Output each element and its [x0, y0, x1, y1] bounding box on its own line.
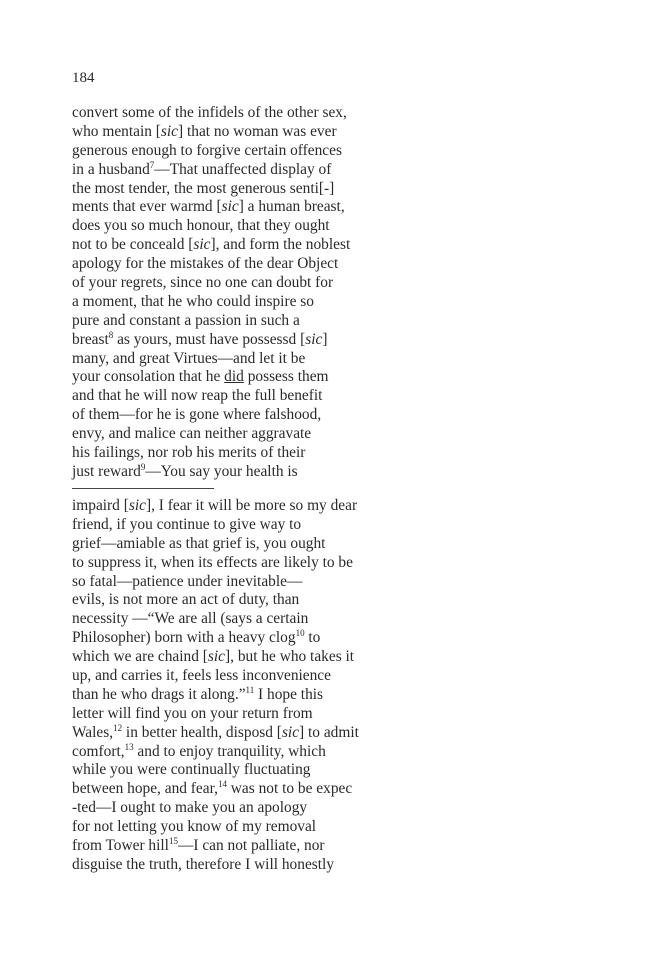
text-line [72, 293, 592, 312]
letter-text-lower [72, 497, 592, 875]
text-run: who mentain [ [72, 122, 161, 140]
text-line [72, 198, 592, 217]
text-run: possess them [243, 368, 329, 386]
editorial-sic: sic [207, 648, 225, 666]
text-run: for not letting you know of my removal [72, 818, 317, 836]
text-run: than he who drags it along.” [72, 685, 246, 703]
text-line [72, 217, 592, 236]
footnote-marker: 8 [108, 329, 114, 340]
editorial-sic: sic [128, 497, 146, 514]
editorial-sic: sic [281, 723, 300, 741]
footnote-marker: 14 [217, 779, 227, 790]
footnote-marker: 7 [149, 159, 155, 170]
text-run: from Tower hill [72, 837, 169, 855]
text-line [72, 856, 592, 875]
text-run: and to enjoy tranquility, which [133, 742, 326, 760]
text-run: not to be conceald [ [72, 236, 194, 254]
text-run: does you so much honour, that they ought [72, 217, 330, 235]
text-line [72, 780, 592, 799]
text-run: to suppress it, when its effects are likely to be [72, 553, 353, 571]
text-run: evils, is not more an act of duty, than [72, 591, 300, 609]
text-run: which we are chaind [ [72, 648, 208, 666]
text-run: breast [72, 330, 109, 348]
text-run: letter will find you on your return from [72, 704, 313, 722]
text-line [72, 554, 592, 573]
editorial-sic: sic [221, 198, 239, 216]
text-run: in better health, disposd [ [122, 723, 282, 741]
text-line [72, 123, 592, 142]
text-run: ], I fear it will be more so my dear [145, 497, 358, 514]
text-line [72, 667, 592, 686]
text-line [72, 724, 592, 743]
text-line [72, 142, 592, 161]
text-run: Philosopher) born with a heavy clog [72, 629, 296, 647]
text-run: apology for the mistakes of the dear Object [72, 255, 339, 273]
text-run: disguise the truth, therefore I will honestly [72, 855, 335, 873]
text-run: ], and form the noblest [210, 236, 351, 254]
text-line [72, 255, 592, 274]
footnote-marker: 15 [168, 836, 178, 847]
text-run: generous enough to forgive certain offences [72, 141, 342, 159]
text-run: —You say your health is [145, 462, 298, 480]
text-line [72, 104, 592, 123]
text-run: comfort, [72, 742, 125, 760]
editorial-sic: sic [305, 330, 323, 348]
page-break-separator [72, 488, 214, 489]
text-line [72, 610, 592, 629]
text-run: up, and carries it, feels less inconvenience [72, 667, 331, 685]
text-line [72, 516, 592, 535]
text-run: just reward [72, 462, 141, 480]
text-run: friend, if you continue to give way to [72, 515, 302, 533]
text-run: his failings, nor rob his merits of their [72, 444, 306, 462]
text-run: ], but he who takes it [225, 648, 355, 666]
text-line [72, 180, 592, 199]
text-line [72, 743, 592, 762]
text-run: to [304, 629, 321, 647]
text-run: ] that no woman was ever [178, 122, 337, 140]
text-run: —I can not palliate, nor [177, 837, 325, 855]
text-run: so fatal—patience under inevitable— [72, 572, 303, 590]
text-line [72, 497, 592, 516]
text-line [72, 331, 592, 350]
text-line [72, 648, 592, 667]
text-run: —That unaffected display of [154, 160, 332, 178]
text-line [72, 368, 592, 387]
text-run: your consolation that he [72, 368, 225, 386]
text-line [72, 799, 592, 818]
text-line [72, 818, 592, 837]
text-run: Wales, [72, 723, 114, 741]
text-line [72, 463, 592, 482]
editorial-sic: sic [193, 236, 211, 254]
text-run: while you were continually fluctuating [72, 761, 311, 779]
text-line [72, 535, 592, 554]
editorial-sic: sic [160, 122, 179, 140]
text-run: grief—amiable as that grief is, you ought [72, 534, 326, 552]
text-line [72, 350, 592, 369]
text-run: ] to admit [299, 723, 359, 741]
text-run: necessity —“We are all (says a certain [72, 610, 309, 628]
text-run: of your regrets, since no one can doubt for [72, 274, 334, 292]
text-run: ments that ever warmd [ [72, 198, 222, 216]
footnote-marker: 13 [124, 741, 134, 752]
text-line [72, 406, 592, 425]
text-run: of them—for he is gone where falshood, [72, 406, 322, 424]
text-run: envy, and malice can neither aggravate [72, 425, 312, 443]
underlined-word: did [224, 368, 244, 386]
text-run: -ted—I ought to make you an apology [72, 799, 308, 817]
text-run: convert some of the infidels of the other sex, [72, 104, 347, 121]
footnote-marker: 10 [295, 628, 305, 639]
text-run: the most tender, the most generous senti[-] [72, 179, 335, 197]
text-line [72, 686, 592, 705]
text-line [72, 312, 592, 331]
footnote-marker: 9 [140, 461, 146, 472]
text-run: and that he will now reap the full benefit [72, 387, 323, 405]
footnote-marker: 12 [113, 722, 123, 733]
text-line [72, 425, 592, 444]
text-line [72, 591, 592, 610]
text-run: many, and great Virtues—and let it be [72, 349, 306, 367]
text-line [72, 705, 592, 724]
text-line [72, 161, 592, 180]
text-run: in a husband [72, 160, 150, 178]
footnote-marker: 11 [245, 684, 255, 695]
text-run: ] [322, 330, 328, 348]
text-run: between hope, and fear, [72, 780, 218, 798]
text-line [72, 761, 592, 780]
text-line [72, 837, 592, 856]
text-line [72, 274, 592, 293]
text-run: as yours, must have possessd [ [113, 330, 306, 348]
text-run: I hope this [254, 685, 324, 703]
text-line [72, 387, 592, 406]
text-line [72, 573, 592, 592]
text-line [72, 629, 592, 648]
text-run: was not to be expec [226, 780, 353, 798]
text-run: ] a human breast, [238, 198, 345, 216]
letter-text-upper [72, 104, 592, 482]
text-line [72, 236, 592, 255]
text-run: a moment, that he who could inspire so [72, 292, 314, 310]
text-run: impaird [ [72, 497, 129, 514]
text-line [72, 444, 592, 463]
page-number: 184 [72, 70, 95, 86]
text-run: pure and constant a passion in such a [72, 311, 300, 329]
